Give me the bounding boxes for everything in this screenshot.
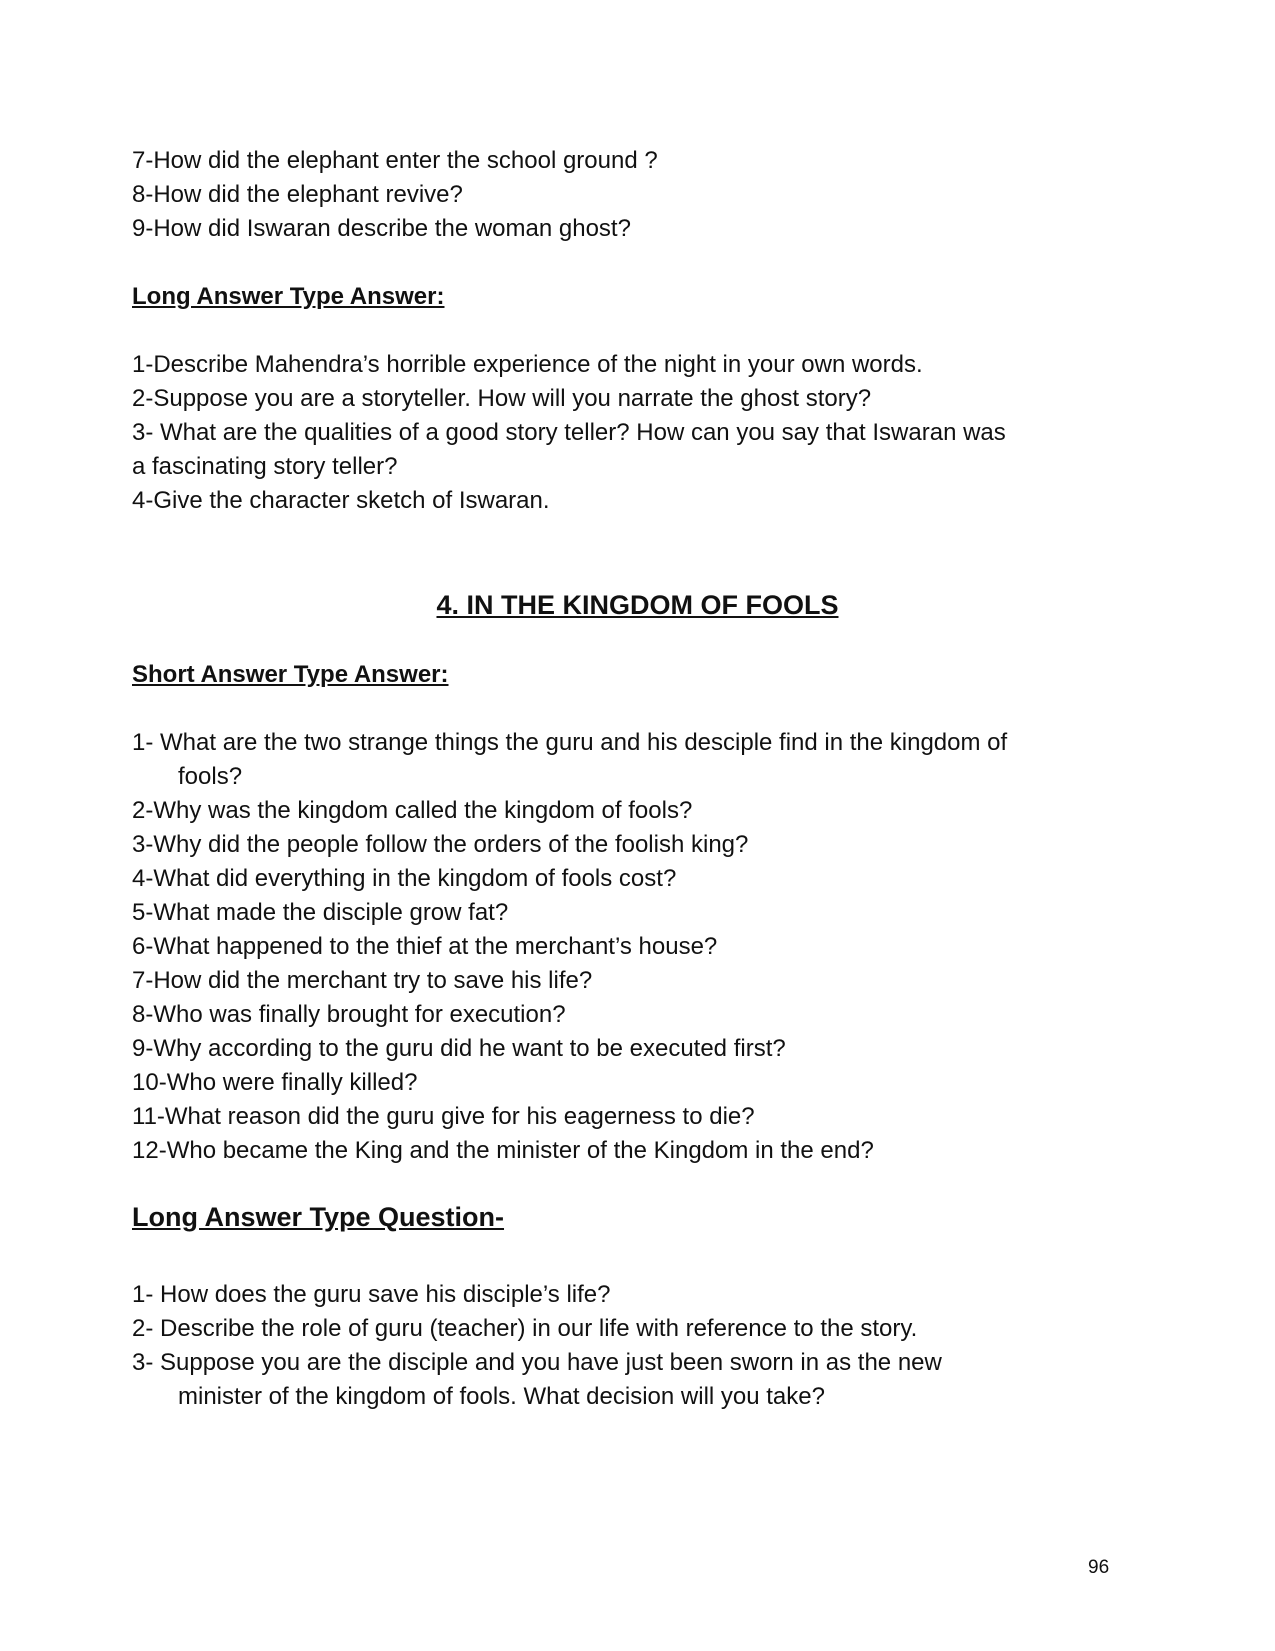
- question-line: 1- What are the two strange things the guru and his desciple find in the kingdom of: [132, 729, 1008, 756]
- question-line: 8-How did the elephant revive?: [132, 181, 463, 208]
- question-line: 8-Who was finally brought for execution?: [132, 1001, 566, 1028]
- question-line: 4-What did everything in the kingdom of fools cost?: [132, 865, 677, 892]
- question-line: 1- How does the guru save his disciple’s life?: [132, 1281, 611, 1308]
- question-line: 2-Why was the kingdom called the kingdom of fools?: [132, 797, 693, 824]
- question-line: 4-Give the character sketch of Iswaran.: [132, 487, 550, 514]
- question-line: 12-Who became the King and the minister of the Kingdom in the end?: [132, 1137, 874, 1164]
- question-line-continuation: fools?: [178, 763, 243, 790]
- question-line-continuation: minister of the kingdom of fools. What decision will you take?: [178, 1383, 825, 1410]
- question-line: a fascinating story teller?: [132, 453, 398, 480]
- question-line: 3-Why did the people follow the orders of the foolish king?: [132, 831, 749, 858]
- question-line: 9-Why according to the guru did he want to be executed first?: [132, 1035, 786, 1062]
- question-line: 5-What made the disciple grow fat?: [132, 899, 509, 926]
- page-number: 96: [1088, 1557, 1110, 1578]
- section-heading-short-answer: Short Answer Type Answer:: [132, 661, 449, 688]
- question-line: 7-How did the elephant enter the school ground ?: [132, 147, 658, 174]
- question-line: 9-How did Iswaran describe the woman ghost?: [132, 215, 631, 242]
- question-line: 2-Suppose you are a storyteller. How will you narrate the ghost story?: [132, 385, 872, 412]
- chapter-title: 4. IN THE KINGDOM OF FOOLS: [436, 590, 839, 620]
- question-line: 7-How did the merchant try to save his life?: [132, 967, 593, 994]
- question-line: 3- What are the qualities of a good story teller? How can you say that Iswaran was: [132, 419, 1006, 446]
- question-line: 3- Suppose you are the disciple and you have just been sworn in as the new: [132, 1349, 942, 1376]
- question-line: 10-Who were finally killed?: [132, 1069, 418, 1096]
- question-line: 11-What reason did the guru give for his eagerness to die?: [132, 1103, 755, 1130]
- question-line: 6-What happened to the thief at the merchant’s house?: [132, 933, 718, 960]
- question-line: 1-Describe Mahendra’s horrible experience of the night in your own words.: [132, 351, 923, 378]
- section-heading-long-question: Long Answer Type Question-: [132, 1202, 505, 1232]
- section-heading-long-answer: Long Answer Type Answer:: [132, 283, 445, 310]
- question-line: 2- Describe the role of guru (teacher) in our life with reference to the story.: [132, 1315, 918, 1342]
